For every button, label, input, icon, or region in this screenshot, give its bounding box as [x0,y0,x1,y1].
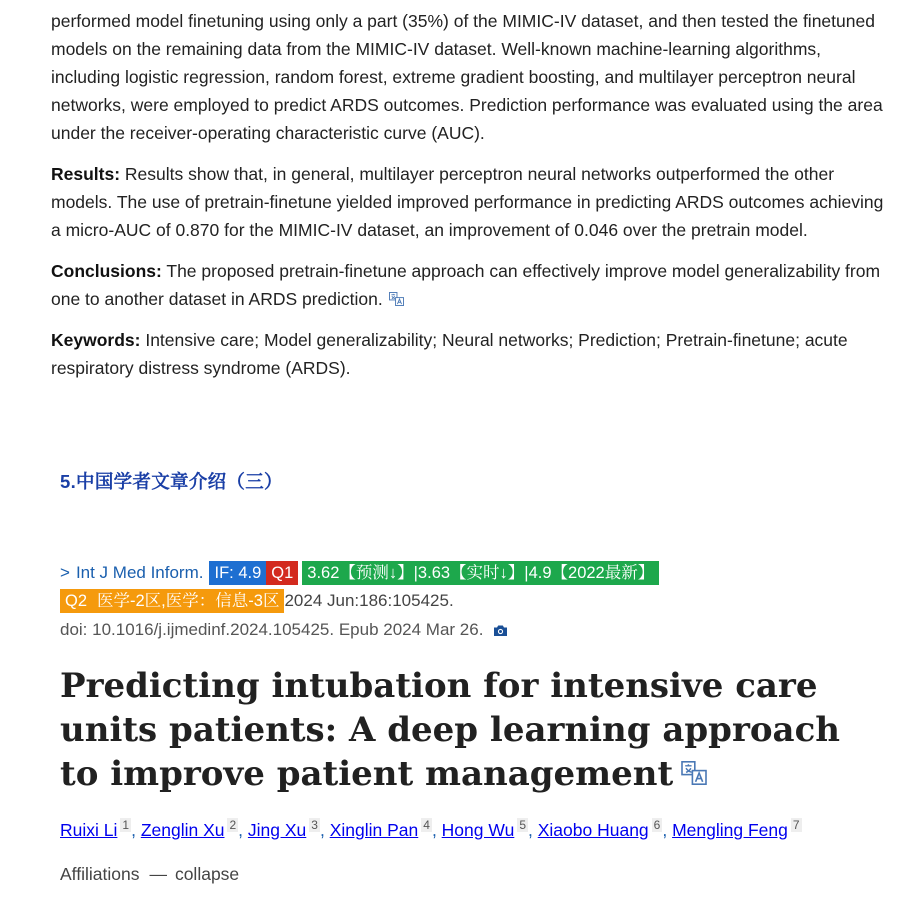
affiliation-ref[interactable]: 3 [311,818,318,832]
results-label: Results: [51,164,121,184]
author-link[interactable]: Zenglin Xu [140,819,225,840]
article-title [60,664,890,796]
affiliation-ref[interactable]: 1 [122,818,130,832]
section-heading: 5.中国学者文章介绍（三） [60,471,283,492]
abstract-results [51,160,891,244]
author-link[interactable]: Ruixi Li [60,819,118,840]
citation-line-ranking [60,586,900,616]
author-link[interactable]: Xiaobo Huang [537,819,649,840]
q1-badge: Q1 [266,561,298,585]
affiliations-label: Affiliations [60,864,140,884]
citation-line-doi [60,616,900,644]
translate-icon[interactable] [389,292,404,306]
camera-icon[interactable] [493,624,508,637]
affiliation-ref[interactable]: 5 [519,818,526,832]
abstract-keywords [51,326,891,382]
abstract-methods-tail [51,7,891,147]
translate-icon[interactable] [681,761,707,785]
q2-badge: Q2 [60,589,92,613]
doi-text: doi: 10.1016/j.ijmedinf.2024.105425. Epub 2024 Mar 26. [60,620,484,639]
author-link[interactable]: Jing Xu [247,819,307,840]
citation-line-journal [60,560,900,586]
affiliation-ref[interactable]: 4 [423,818,430,832]
date-volume: 2024 Jun:186:105425. [284,591,454,610]
author-link[interactable]: Mengling Feng [672,819,788,840]
author-link[interactable]: Hong Wu [441,819,515,840]
methods-text: performed model finetuning using only a part (35%) of the MIMIC-IV dataset, and then tested the finetuned models on the remaining data from the MIMIC-IV dataset. Well-known machine-learning algorithms, including logistic regression, random forest, extreme gradient boosting, and multilayer perceptron neural networks, were employed to predict ARDS outcomes. Prediction performance was evaluated using the area under the receiver-operating characteristic curve (AUC). [51,11,883,143]
metrics-badge: 3.62【预测↓】|3.63【实时↓】|4.9【2022最新】 [302,561,659,585]
affiliation-ref[interactable]: 7 [792,818,800,832]
author-list: Ruixi Li $^1$ , Zenglin Xu $^2$ , Jing Xu $^3$ , Xinglin Pan $^4$ , Hong Wu $^5$ , Xiaobo Huang $^6$ , Mengling Feng $^7$ [60,818,800,840]
cas-zone-badge: 医学-2区,医学：信息-3区 [92,589,284,613]
conclusions-label: Conclusions: [51,261,162,281]
affiliations-dash: — [149,864,167,884]
abstract-conclusions [51,257,891,313]
journal-link[interactable]: Int J Med Inform. [75,563,204,582]
affiliation-ref[interactable]: 6 [653,818,661,832]
conclusions-text: The proposed pretrain-finetune approach can effectively improve model generalizability from one to another dataset in ARDS prediction. [51,261,881,309]
results-text: Results show that, in general, multilayer perceptron neural networks outperformed the other models. The use of pretrain-finetune yielded improved performance in predicting ARDS outcomes achieving a micro-AUC of 0.870 for the MIMIC-IV dataset, an improvement of 0.046 over the pretrain model. [51,164,884,240]
affiliations-collapse-toggle[interactable]: collapse [174,864,240,884]
keywords-label: Keywords: [51,330,141,350]
citation-block [60,560,900,644]
article-title-text: Predicting intubation for intensive care units patients: A deep learning approach to improve patient management [60,666,840,794]
chevron-right-icon[interactable]: > [60,563,70,582]
impact-factor-badge: IF: 4.9 [209,561,266,585]
author-link[interactable]: Xinglin Pan [329,819,419,840]
affiliations-row [60,864,239,885]
abstract-section [51,7,891,395]
affiliation-ref[interactable]: 2 [229,818,237,832]
keywords-text: Intensive care; Model generalizability; Neural networks; Prediction; Pretrain-finetune; acute respiratory distress syndrome (ARDS). [51,330,848,378]
